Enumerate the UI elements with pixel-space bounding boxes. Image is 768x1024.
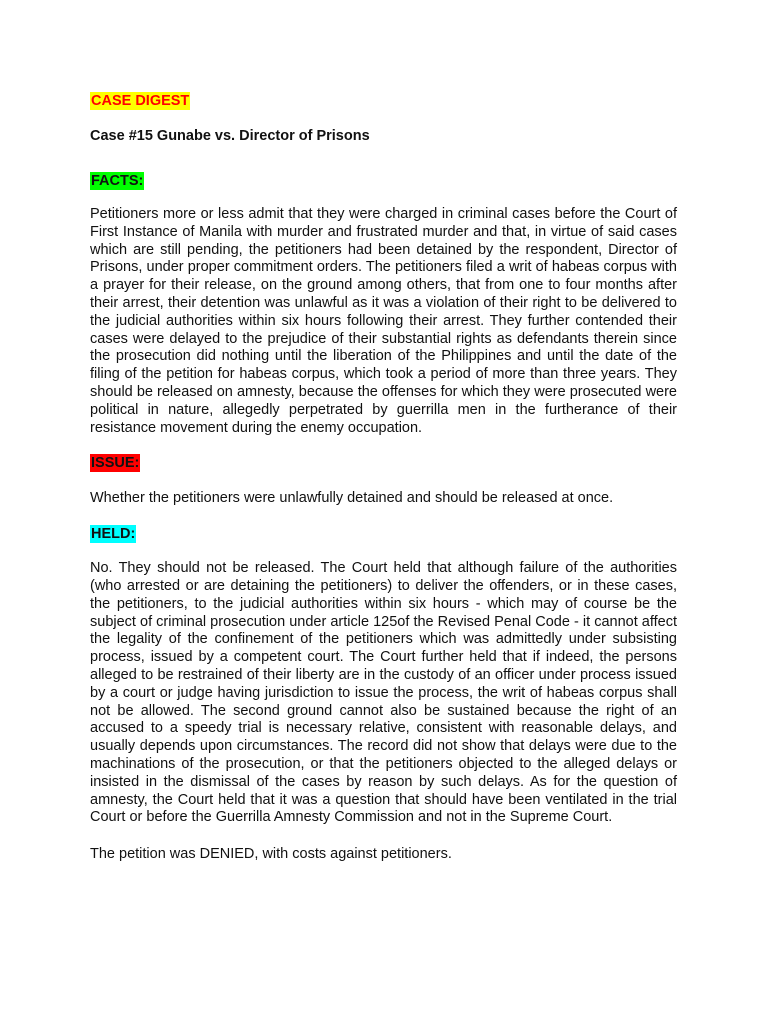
held-label: HELD:: [91, 526, 136, 543]
disposition-paragraph: The petition was DENIED, with costs against petitioners.: [90, 846, 452, 863]
issue-section: [90, 490, 677, 508]
header-row: [90, 92, 677, 110]
disposition-section: [90, 846, 677, 864]
case-title: Case #15 Gunabe vs. Director of Prisons: [90, 128, 370, 144]
title-row: [90, 127, 677, 145]
facts-section: [90, 206, 677, 437]
issue-paragraph: Whether the petitioners were unlawfully detained and should be released at once.: [90, 490, 614, 507]
case-digest-label: CASE DIGEST: [91, 93, 190, 109]
held-heading-row: [90, 525, 677, 543]
facts-paragraph: Petitioners more or less admit that they were charged in criminal cases before the Court of First Instance of Manila with murder and frustrated murder and that, in virtue of said cases which are still pending, the petitioners had been detained by the respondent, Director of Prisons, under proper commitment orders. The petitioners filed a writ of habeas corpus with a prayer for their release, on the ground among others, that from one to four months after their arrest, their detention was unlawful as it was a violation of their right to be delivered to the judicial authorities within six hours following their arrest. They further contended their cases were delayed to the prejudice of their substantial rights as defendants therein since the prosecution did nothing until the liberation of the Philippines and until the date of the filing of the petition for habeas corpus, which took a period of more than three years. They should be released on amnesty, because the offenses for which they were prosecuted were political in nature, allegedly perpetrated by guerrilla men in the furtherance of their resistance movement during the enemy occupation.: [90, 206, 677, 436]
facts-label: FACTS:: [91, 173, 144, 189]
facts-heading-row: [90, 172, 677, 190]
issue-label: ISSUE:: [91, 455, 140, 472]
held-paragraph: No. They should not be released. The Court held that although failure of the authorities (who arrested or are detaining the petitioners) to deliver the offenders, or in these cases, the petitioners, to the judicial authorities within six hours - which may of course be the subject of criminal prosecution under article 125of the Revised Penal Code - it cannot affect the legality of the confinement of the petitioners which was admittedly under subsisting process, issued by a competent court. The Court further held that if indeed, the persons alleged to be restrained of their liberty are in the custody of an officer under process issued by a court or judge having jurisdiction to issue the process, the writ of habeas corpus shall not be allowed. The second ground cannot also be sustained because the right of an accused to a speedy trial is necessary relative, consistent with reasonable delays, and usually depends upon circumstances. The record did not show that delays were due to the machinations of the prosecution, or that the petitioners objected to the alleged delays or insisted in the dismissal of the cases by reason by such delays. As for the question of amnesty, the Court held that it was a question that should have been ventilated in the trial Court or before the Guerrilla Amnesty Commission and not in the Supreme Court.: [90, 560, 677, 826]
document-body: [90, 92, 677, 864]
held-section: [90, 560, 677, 827]
issue-heading-row: [90, 454, 677, 472]
